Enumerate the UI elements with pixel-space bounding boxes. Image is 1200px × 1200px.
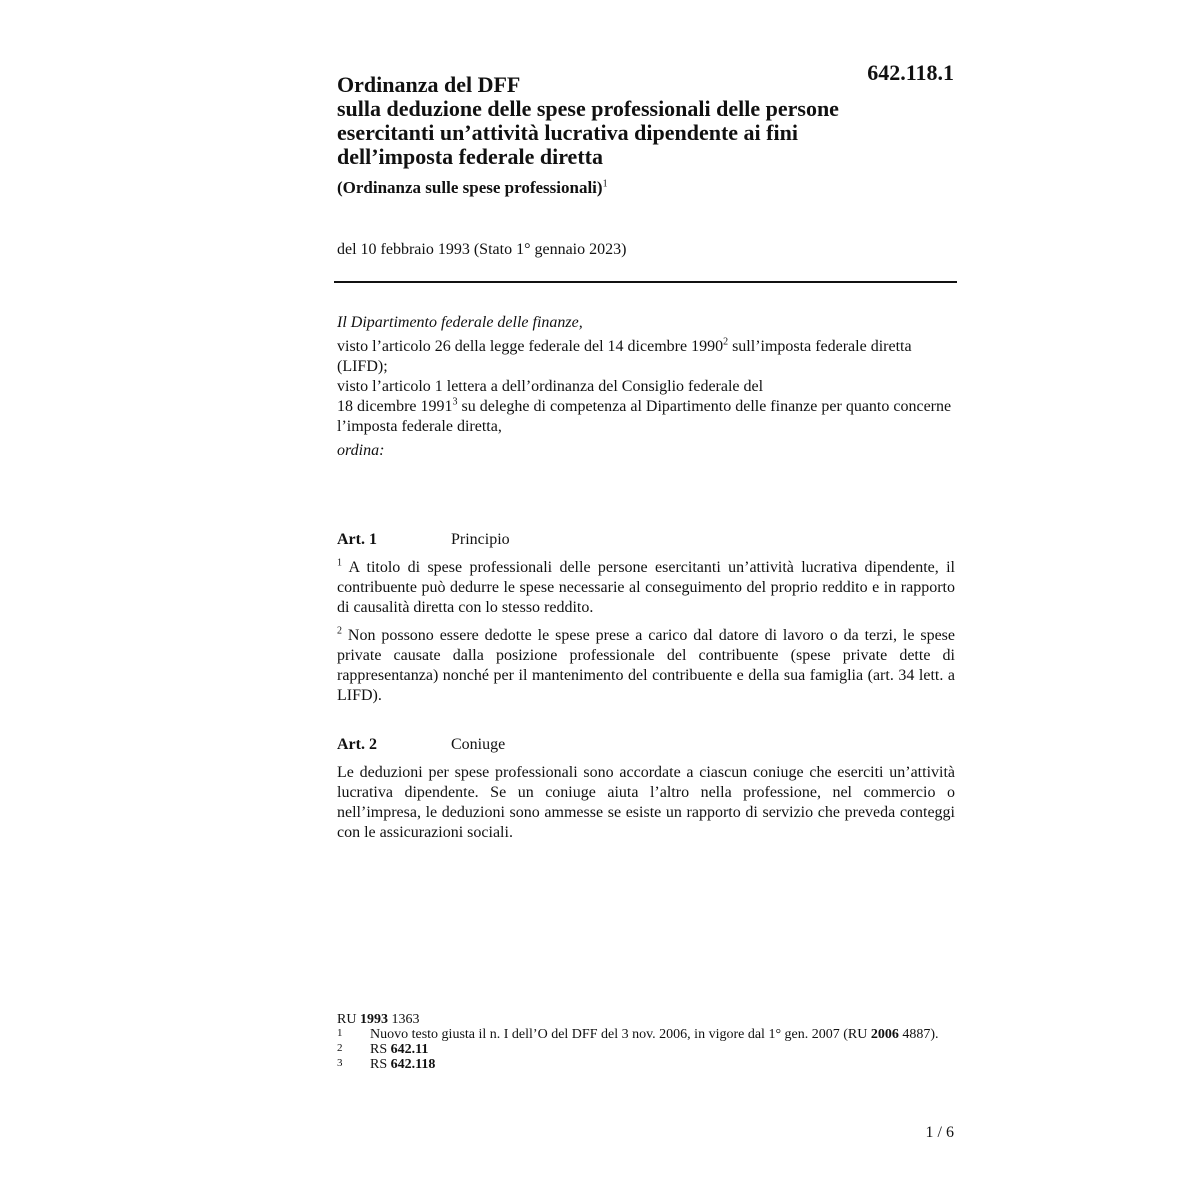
ru-year: 1993 — [359, 1012, 388, 1027]
footnote-text-a: RS — [370, 1057, 391, 1072]
article-paragraph — [337, 763, 955, 843]
legal-basis-2-text-c: su deleghe di competenza al Dipartimento delle finanze per quanto concerne l’imposta federale diretta, — [337, 398, 952, 435]
footnote-text-b: 4887). — [898, 1027, 939, 1042]
footnote-text — [370, 1027, 957, 1042]
legal-basis-1-text-a: visto l’articolo 26 della legge federale del 14 dicembre 1990 — [337, 338, 724, 355]
footnote-bold[interactable]: 642.11 — [390, 1042, 429, 1057]
legal-basis-2 — [337, 377, 957, 437]
footnote-text — [370, 1057, 957, 1072]
ru-page: 1363 — [387, 1012, 420, 1027]
title-line: sulla deduzione delle spese professionali delle persone — [337, 96, 839, 121]
paragraph-text: Le deduzioni per spese professionali sono accordate a ciascun coniuge che eserciti un’attività lucrativa dipendente. Se un coniuge aiuta l’altro nella professione, nel commercio o nell’impresa, le deduzioni sono ammesse se esiste un rapporto di servizio che preveda conteggi con le assicurazioni sociali. — [337, 764, 955, 841]
decree-word: ordina: — [337, 442, 385, 459]
title-block — [337, 73, 957, 199]
sr-number: 642.118.1 — [867, 60, 954, 85]
footnote-ref-2[interactable]: 2 — [723, 336, 729, 348]
footnotes-area — [337, 1012, 957, 1072]
footnote-text-a: Nuovo testo giusta il n. I dell’O del DFF del 3 nov. 2006, in vigore dal 1° gen. 2007 (RU — [370, 1027, 871, 1042]
legal-basis-2-text-a: visto l’articolo 1 lettera a dell’ordinanza del Consiglio federale del — [337, 378, 764, 395]
footnote-ref-3[interactable]: 3 — [452, 396, 458, 408]
footnote-bold[interactable]: 642.118 — [390, 1057, 436, 1072]
footnote-number: 3 — [337, 1057, 343, 1069]
title-line: esercitanti un’attività lucrativa dipendente ai fini — [337, 120, 798, 145]
article-1 — [337, 530, 955, 714]
paragraph-number: 2 — [337, 625, 342, 637]
date-status-line: del 10 febbraio 1993 (Stato 1° gennaio 2023) — [337, 241, 627, 258]
paragraph-text: A titolo di spese professionali delle persone esercitanti un’attività lucrativa dipendente, il contribuente può dedurre le spese necessarie al conseguimento del proprio reddito e in rapporto di causalità diretta con lo stesso reddito. — [337, 559, 955, 616]
article-header — [337, 735, 955, 755]
title-line: dell’imposta federale diretta — [337, 144, 603, 169]
page-number: 1 / 6 — [925, 1124, 954, 1141]
article-heading: Principio — [451, 531, 510, 548]
short-title-text: (Ordinanza sulle spese professionali) — [337, 178, 603, 197]
footnote-text — [370, 1042, 957, 1057]
footnote-text-a: RS — [370, 1042, 391, 1057]
article-paragraph — [337, 558, 955, 618]
article-header — [337, 530, 955, 550]
legal-basis-1-text-b: sull’imposta federale diretta (LIFD); — [337, 338, 912, 375]
footnote — [337, 1042, 957, 1057]
footnote — [337, 1057, 957, 1072]
legal-basis-2-text-b: 18 dicembre 1991 — [337, 398, 453, 415]
official-compilation-ref — [337, 1012, 957, 1027]
issuing-authority: Il Dipartimento federale delle finanze, — [337, 314, 583, 331]
article-number: Art. 1 — [337, 531, 377, 548]
footnote-number: 2 — [337, 1042, 343, 1054]
ru-prefix: RU — [337, 1012, 360, 1027]
footnote — [337, 1027, 957, 1042]
horizontal-rule — [334, 281, 957, 283]
footnote-ref-1[interactable]: 1 — [602, 178, 608, 190]
article-paragraph — [337, 626, 955, 706]
short-title — [337, 177, 957, 199]
article-number: Art. 2 — [337, 736, 377, 753]
article-2 — [337, 735, 955, 851]
article-heading: Coniuge — [451, 736, 506, 753]
legal-basis-1 — [337, 337, 957, 377]
title-line: Ordinanza del DFF — [337, 72, 521, 97]
preamble — [337, 313, 957, 461]
footnote-number: 1 — [337, 1027, 343, 1039]
paragraph-number: 1 — [337, 557, 342, 569]
footnote-bold: 2006 — [870, 1027, 899, 1042]
paragraph-text: Non possono essere dedotte le spese prese a carico dal datore di lavoro o da terzi, le spese private causate dalla posizione professionale del contribuente (spese private dette di rappresentanza) nonché per il mantenimento del contribuente e della sua famiglia (art. 34 lett. a LIFD). — [337, 627, 955, 704]
